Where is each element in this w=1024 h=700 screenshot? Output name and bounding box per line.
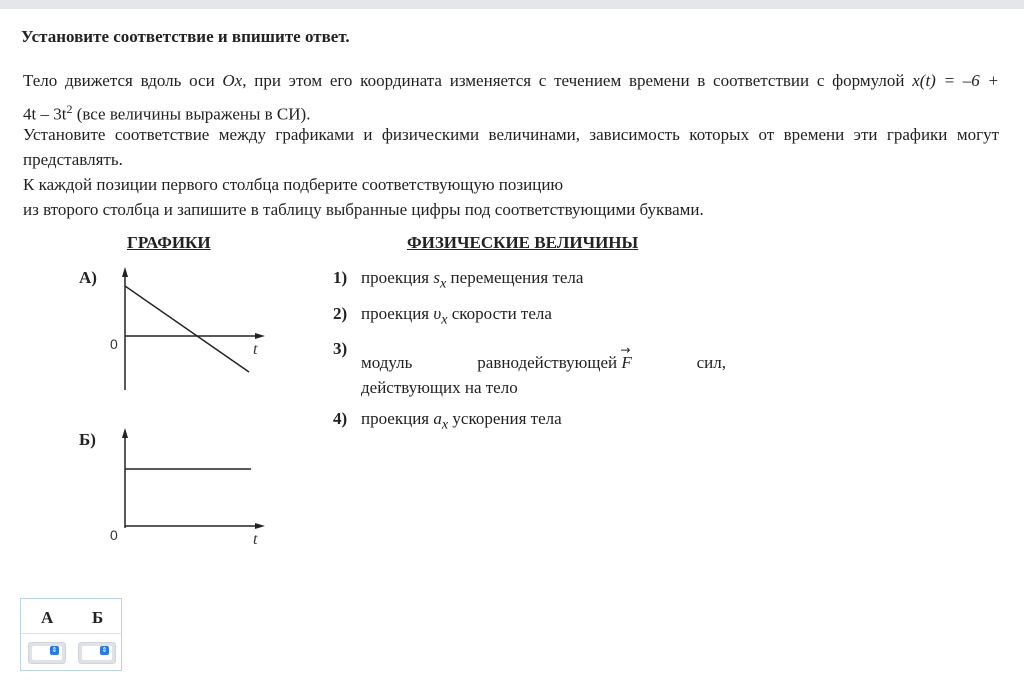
answer-divider (21, 633, 121, 634)
graph-a-label: А) (79, 268, 97, 287)
graphs-heading: ГРАФИКИ (127, 233, 211, 252)
problem-paragraph-3-line-2: из второго столбца и запишите в таблицу выбранные цифры под соответствующими буквами. (23, 200, 704, 219)
graph-b (100, 420, 280, 550)
graph-b-x-arrow (255, 523, 265, 529)
quantity-4: проекция $a_x$ ускорения тела (361, 409, 562, 433)
quantity-3: модуль равнодействующей → F сил, действующих на тело (361, 343, 726, 397)
chevron-updown-icon: ⇕ (101, 646, 108, 654)
answer-header-a: А (41, 608, 54, 627)
answer-table (20, 598, 122, 671)
chevron-updown-icon: ⇕ (51, 646, 58, 654)
problem-line-1: Тело движется вдоль оси Ox, при этом его координата изменяется с течением времени в соответствии с формулой x(t) = –6 + (23, 71, 999, 90)
top-bar (0, 0, 1024, 9)
graph-a-x-arrow (255, 333, 265, 339)
quantity-1-num: 1) (333, 268, 348, 287)
answer-header-b: Б (92, 608, 104, 627)
quantity-3-num: 3) (333, 339, 348, 358)
graph-b-y-arrow (122, 428, 128, 438)
answer-select-b[interactable] (78, 642, 116, 664)
problem-line-2: $4t - 3t^2$ (все величины выражены в СИ). (23, 102, 311, 124)
quantity-2: проекция $\upsilon_x$ скорости тела (361, 304, 552, 328)
graph-a-line (125, 286, 249, 372)
graph-a (100, 260, 280, 400)
quantity-1: проекция $s_x$ перемещения тела (361, 268, 584, 292)
graph-b-origin: 0 (110, 527, 118, 543)
quantity-4-num: 4) (333, 409, 348, 428)
quantities-heading: ФИЗИЧЕСКИЕ ВЕЛИЧИНЫ (407, 233, 639, 252)
task-heading: Установите соответствие и впишите ответ. (21, 27, 350, 46)
graph-a-y-arrow (122, 267, 128, 277)
graph-b-axis-label: t (253, 531, 258, 548)
quantity-2-num: 2) (333, 304, 348, 323)
graph-a-axis-label: t (253, 341, 258, 358)
graph-b-label: Б) (79, 430, 96, 449)
problem-paragraph-2: Установите соответствие между графиками и физическими величинами, зависимость которых от времени эти графики могут представлять. (23, 125, 999, 169)
problem-paragraph-3-line-1: К каждой позиции первого столбца подберите соответствующую позицию (23, 175, 564, 194)
graph-a-origin: 0 (110, 336, 118, 352)
answer-select-a[interactable] (28, 642, 66, 664)
